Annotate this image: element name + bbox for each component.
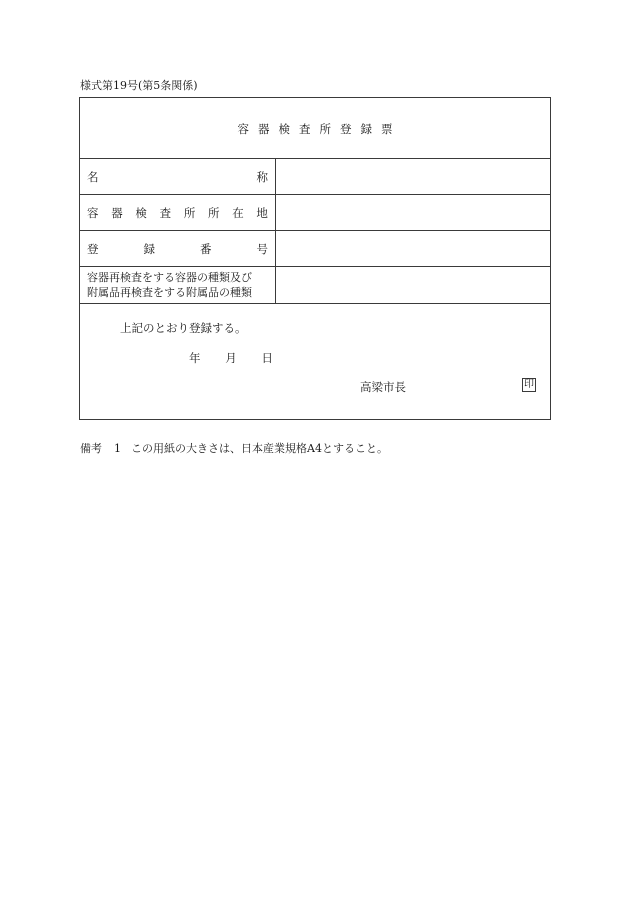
label-char: 検 [135, 205, 147, 220]
label-name [80, 159, 276, 194]
date-month: 月 [225, 351, 237, 365]
certification-area [80, 304, 550, 419]
label-line: 容器再検査をする容器の種類及び [87, 271, 252, 284]
form-title: 容器検査所登録票 [237, 122, 402, 136]
label-char: 登 [87, 241, 99, 256]
date-year: 年 [189, 351, 201, 365]
signer-title: 高梁市長 [360, 380, 406, 394]
form-number: 様式第19号(第5条関係) [80, 79, 198, 92]
remarks-heading: 備考 [80, 442, 102, 455]
value-registration-number[interactable] [276, 231, 550, 266]
label-char: 名 [87, 169, 99, 184]
value-name[interactable] [276, 159, 550, 194]
form-title-row [80, 98, 550, 159]
label-registration-number [80, 231, 276, 266]
seal-mark: 印 [524, 379, 534, 390]
label-char: 録 [143, 241, 155, 256]
label-inspection-types [80, 267, 276, 303]
row-registration-number [80, 231, 550, 267]
remarks-text: この用紙の大きさは、日本産業規格A4とすること。 [131, 442, 388, 455]
label-char: 在 [232, 205, 244, 220]
date-line [189, 350, 273, 366]
row-location [80, 195, 550, 231]
label-location [80, 195, 276, 230]
value-inspection-types[interactable] [276, 267, 550, 303]
label-char: 容 [87, 205, 99, 220]
date-day: 日 [261, 351, 273, 365]
label-char: 所 [208, 205, 220, 220]
label-char: 器 [111, 205, 123, 220]
label-char: 所 [183, 205, 196, 220]
label-char: 査 [159, 205, 172, 220]
row-name [80, 159, 550, 195]
registration-statement: 上記のとおり登録する。 [120, 321, 247, 335]
remarks [80, 442, 388, 456]
label-char: 称 [256, 169, 268, 184]
registration-form [79, 97, 551, 420]
label-char: 番 [200, 241, 212, 256]
row-inspection-types [80, 267, 550, 304]
label-line: 附属品再検査をする附属品の種類 [87, 286, 252, 299]
value-location[interactable] [276, 195, 550, 230]
label-char: 号 [256, 241, 268, 256]
remarks-number: 1 [114, 442, 121, 455]
label-char: 地 [256, 205, 268, 220]
